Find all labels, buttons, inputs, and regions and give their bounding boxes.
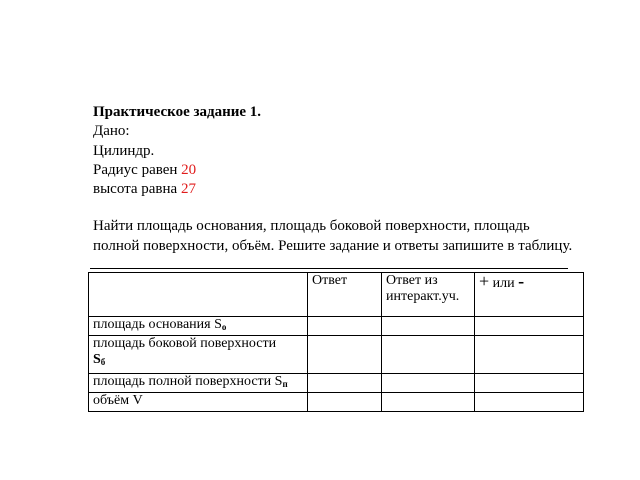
table-row — [89, 336, 584, 374]
plus-minus-cell[interactable] — [475, 374, 584, 393]
table-header-row — [89, 273, 584, 317]
given-label: Дано: — [93, 123, 130, 139]
radius-label: Радиус равен — [93, 162, 182, 178]
interactive-answer-cell[interactable] — [382, 336, 475, 374]
shape-text: Цилиндр. — [93, 143, 155, 159]
plus-sign: + — [479, 271, 490, 291]
height-value: 27 — [180, 181, 196, 197]
header-answer-interactive — [382, 273, 475, 317]
row-label-total-area — [89, 374, 308, 393]
interactive-answer-cell[interactable] — [382, 374, 475, 393]
row-label-base-area — [89, 317, 308, 336]
instruction-line-2: полной поверхности, объём. Решите задание и ответы запишите в таблицу. — [93, 238, 573, 254]
answer-cell[interactable] — [308, 317, 382, 336]
row-label-sub: о — [221, 322, 227, 332]
row-label-text: площадь боковой поверхности — [93, 336, 277, 351]
row-label-lateral-area — [89, 336, 308, 374]
row-label-sub: п — [282, 379, 288, 389]
interactive-answer-cell[interactable] — [382, 317, 475, 336]
plus-minus-cell[interactable] — [475, 336, 584, 374]
row-label-symbol: S — [93, 352, 101, 367]
minus-sign: - — [518, 271, 525, 291]
radius-line — [93, 161, 196, 179]
row-label-volume: объём V — [89, 393, 308, 412]
task-title: Практическое задание 1. — [93, 104, 262, 120]
answer-cell[interactable] — [308, 374, 382, 393]
interactive-answer-cell[interactable] — [382, 393, 475, 412]
top-rule — [90, 268, 568, 269]
row-label-sub: б — [100, 357, 106, 367]
row-label-text: площадь основания S — [93, 317, 222, 332]
plus-minus-cell[interactable] — [475, 317, 584, 336]
answer-cell[interactable] — [308, 336, 382, 374]
header-answer: Ответ — [308, 273, 382, 317]
table-row — [89, 393, 584, 412]
answer-cell[interactable] — [308, 393, 382, 412]
header-answer-interactive-line1: Ответ из — [386, 273, 438, 288]
answer-table — [88, 272, 584, 412]
table-row — [89, 374, 584, 393]
table-row — [89, 317, 584, 336]
radius-value: 20 — [181, 162, 197, 178]
header-answer-interactive-line2: интеракт.уч. — [386, 289, 460, 304]
header-empty-cell — [89, 273, 308, 317]
height-label: высота равна — [93, 181, 181, 197]
header-plus-minus — [475, 273, 584, 317]
or-text: или — [489, 276, 519, 291]
plus-minus-cell[interactable] — [475, 393, 584, 412]
height-line — [93, 180, 196, 198]
instruction-line-1: Найти площадь основания, площадь боковой поверхности, площадь — [93, 218, 530, 234]
row-label-text: площадь полной поверхности S — [93, 374, 283, 389]
